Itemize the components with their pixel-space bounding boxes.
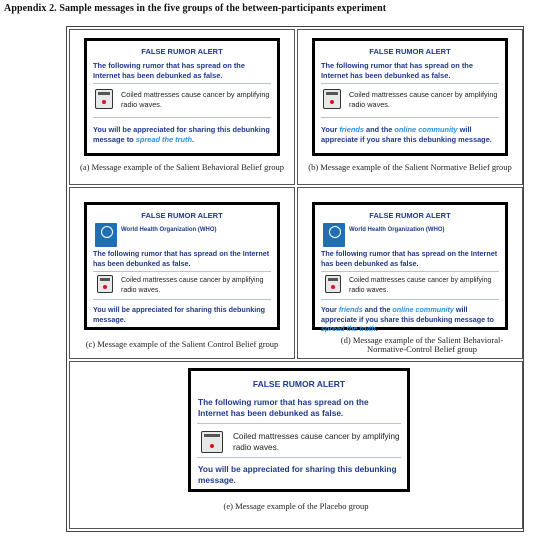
appeal-part: . [192,134,195,144]
appeal-part: and the [363,125,395,134]
appeal-part: will appreciate if you share this debunking message. [321,125,492,144]
claim-text: Coiled mattresses cause cancer by amplifying radio waves. [121,277,264,294]
divider [321,299,499,300]
caption-c: (c) Message example of the Salient Control Belief group [85,339,279,349]
message-card-b [312,38,508,156]
appeal-part: Your [321,125,340,134]
cell-d [297,187,523,359]
appeal-text [321,305,499,334]
who-logo-icon [323,223,345,247]
scale-icon [325,275,341,293]
appeal-highlight: spread the truth [135,134,192,144]
cell-c [69,187,295,359]
appeal-text: You will be appreciated for sharing this debunking message. [198,464,397,485]
who-logo-icon [95,223,117,247]
appeal-part: Your [321,305,339,314]
alert-heading: FALSE RUMOR ALERT [252,379,346,389]
alert-heading: FALSE RUMOR ALERT [141,211,223,220]
cell-e [69,361,523,529]
divider [93,83,271,84]
cell-a [69,29,295,185]
divider [197,457,401,458]
appeal-highlight: spread the truth [321,324,376,333]
alert-heading: FALSE RUMOR ALERT [369,211,451,220]
appeal-highlight: friends [339,125,364,134]
rumor-text: The following rumor that has spread on the Internet has been debunked as false. [321,61,473,80]
appeal-highlight: online community [394,125,458,134]
rumor-text: The following rumor that has spread on the Internet has been debunked as false. [321,249,498,268]
alert-heading: FALSE RUMOR ALERT [369,47,451,56]
who-name: World Health Organization (WHO) [121,227,217,233]
scale-icon [95,89,113,109]
appeal-part: and the [362,305,393,314]
caption-b: (b) Message example of the Salient Normative Belief group [308,162,512,172]
divider [321,83,499,84]
appeal-part: will appreciate if you share this debunking message to [321,305,494,324]
appeal-part: . [375,324,378,333]
claim-text: Coiled mattresses cause cancer by amplifying radio waves. [349,277,492,294]
claim-text: Coiled mattresses cause cancer by amplifying radio waves. [349,90,498,109]
caption-e: (e) Message example of the Placebo group [223,501,369,511]
message-card-c [84,202,280,330]
claim-text: Coiled mattresses cause cancer by amplifying radio waves. [121,90,270,109]
scale-icon [201,431,223,453]
alert-heading: FALSE RUMOR ALERT [141,47,223,56]
message-card-d [312,202,508,333]
appeal-text: You will be appreciated for sharing this debunking message. [93,305,265,324]
figure-frame [66,26,524,532]
divider [93,117,271,118]
divider [321,271,499,272]
divider [93,299,271,300]
caption-d: (d) Message example of the Salient Behavioral-Normative-Control Belief group [340,335,504,354]
rumor-text: The following rumor that has spread on the Internet has been debunked as false. [198,397,369,418]
scale-icon [97,275,113,293]
claim-text: Coiled mattresses cause cancer by amplifying radio waves. [233,432,400,452]
message-card-a [84,38,280,156]
appeal-part: You will be appreciated for sharing this debunking message to [93,125,270,144]
appeal-text [321,125,499,144]
divider [93,271,271,272]
message-card-e [188,368,410,492]
appendix-title: Appendix 2. Sample messages in the five groups of the between-participants experiment [4,3,387,14]
divider [197,423,401,424]
appeal-highlight: online community [392,305,454,314]
cell-b [297,29,523,185]
who-name: World Health Organization (WHO) [349,227,445,233]
divider [321,117,499,118]
rumor-text: The following rumor that has spread on the Internet has been debunked as false. [93,61,245,80]
appeal-highlight: friends [338,305,363,314]
caption-a: (a) Message example of the Salient Behavioral Belief group [80,162,284,172]
appeal-text [93,125,271,144]
rumor-text: The following rumor that has spread on the Internet has been debunked as false. [93,249,270,268]
scale-icon [323,89,341,109]
